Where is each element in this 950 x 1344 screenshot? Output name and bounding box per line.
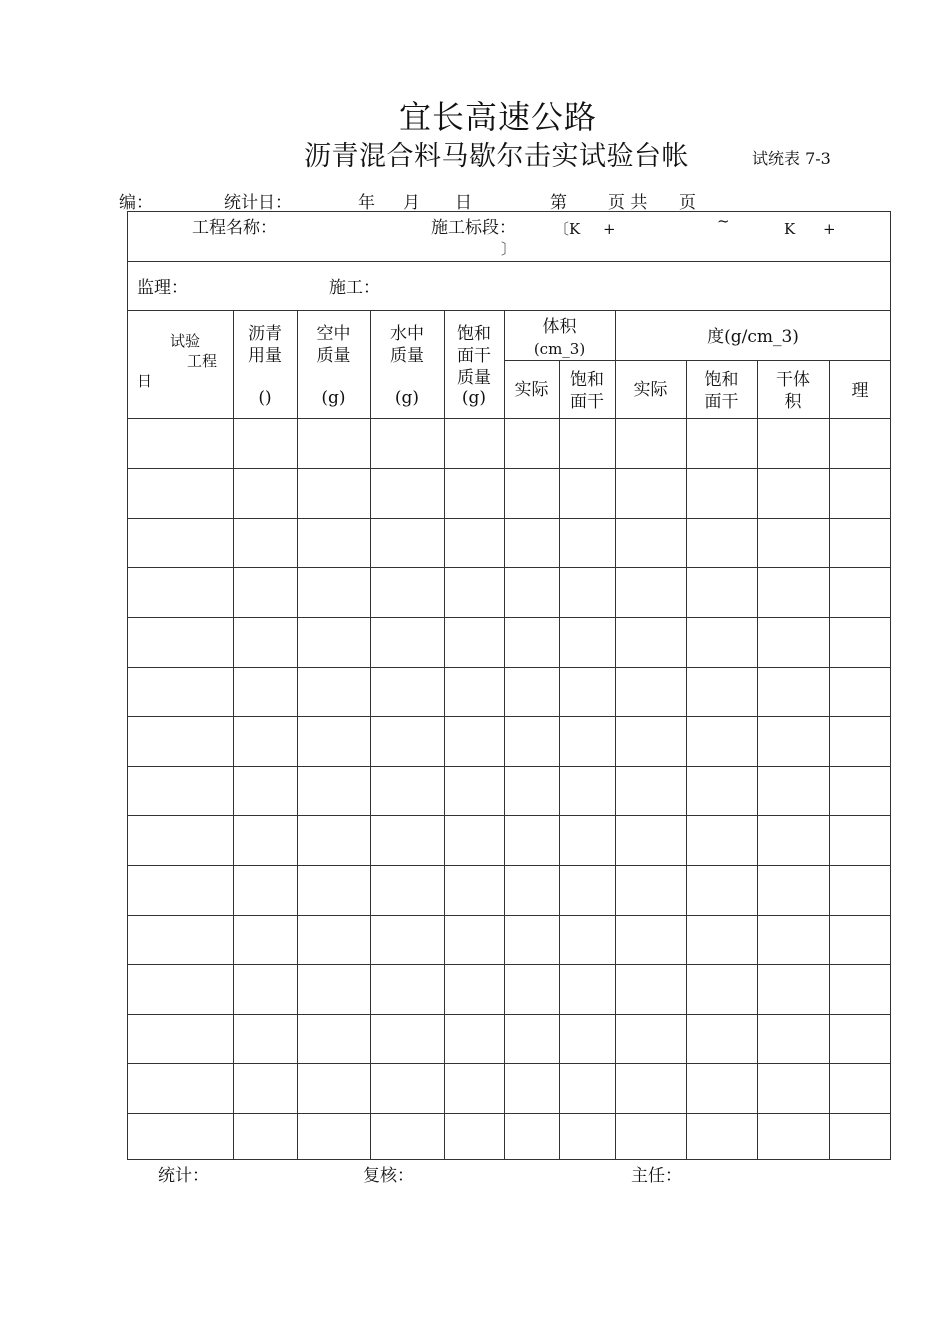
divider (504, 360, 890, 361)
header-volume-ssd: 面干 (570, 392, 604, 412)
document-subtitle: 沥青混合料马歇尔击实试验台帐 (304, 141, 689, 172)
row-divider (128, 617, 890, 618)
director-signature-label: 主任： (631, 1166, 682, 1186)
header-density-actual: 实际 (633, 380, 668, 400)
header-ssd-mass: 面干 (457, 346, 491, 366)
divider (128, 418, 890, 419)
header-water-mass: 水中 (390, 324, 424, 344)
col-divider (757, 360, 758, 1159)
supervision-label: 监理： (137, 278, 188, 298)
plus-sign: + (603, 220, 616, 238)
page-label: 页 (679, 193, 696, 213)
header-water-mass-unit: (g) (394, 388, 420, 408)
header-ssd-mass: 质量 (457, 368, 491, 388)
tilde: ~ (717, 212, 730, 230)
day-label: 日 (455, 193, 472, 213)
month-label: 月 (403, 193, 420, 213)
header-density: 度(g/cm_3) (707, 327, 799, 347)
row-divider (128, 815, 890, 816)
row-divider (128, 567, 890, 568)
col-divider (829, 360, 830, 1159)
row-divider (128, 766, 890, 767)
col-divider (615, 310, 616, 1159)
document-title: 宜长高速公路 (398, 98, 597, 136)
plus-sign: + (823, 220, 836, 238)
header-project: 工程 (187, 352, 218, 370)
record-table (127, 211, 891, 1160)
header-density-theory: 理 (851, 381, 869, 401)
header-density-ssd: 饱和 (704, 370, 739, 390)
bracket-close: 〕 (501, 240, 517, 258)
col-divider (297, 310, 298, 1159)
header-volume-actual: 实际 (514, 380, 549, 400)
page-total-label: 页 共 (608, 193, 648, 213)
row-divider (128, 1063, 890, 1064)
header-water-mass: 质量 (390, 346, 424, 366)
row-divider (128, 1113, 890, 1114)
header-test: 试验 (170, 332, 201, 350)
header-volume-unit: (cm_3) (533, 340, 586, 358)
col-divider (686, 360, 687, 1159)
header-volume: 体积 (542, 317, 577, 337)
row-divider (128, 865, 890, 866)
divider (128, 261, 890, 262)
form-number: 试统表 7-3 (752, 149, 831, 168)
header-ssd-mass: 饱和 (457, 324, 491, 344)
header-volume-ssd: 饱和 (570, 370, 604, 390)
header-air-mass: 空中 (316, 324, 351, 344)
stats-signature-label: 统计： (158, 1166, 209, 1186)
header-density-dry: 积 (784, 392, 802, 412)
col-divider (444, 310, 445, 1159)
header-density-ssd: 面干 (704, 392, 739, 412)
header-asphalt: 用量 (248, 346, 282, 366)
col-divider (233, 310, 234, 1159)
compiler-label: 编： (119, 193, 153, 213)
year-label: 年 (358, 193, 375, 213)
divider (128, 310, 890, 311)
review-signature-label: 复核： (363, 1166, 414, 1186)
header-asphalt: 沥青 (248, 324, 282, 344)
header-air-mass: 质量 (316, 346, 351, 366)
k-end: K (784, 220, 796, 238)
header-date: 日 (137, 372, 153, 390)
stat-date-label: 统计日： (224, 193, 292, 213)
section-label: 施工标段： (431, 218, 516, 238)
row-divider (128, 468, 890, 469)
row-divider (128, 964, 890, 965)
row-divider (128, 915, 890, 916)
row-divider (128, 667, 890, 668)
project-name-label: 工程名称： (192, 218, 277, 238)
header-ssd-mass-unit: (g) (461, 388, 487, 408)
col-divider (370, 310, 371, 1159)
row-divider (128, 716, 890, 717)
header-air-mass-unit: (g) (321, 388, 346, 408)
k-start: 〔K (554, 220, 581, 238)
page-no-label: 第 (550, 193, 567, 213)
row-divider (128, 518, 890, 519)
row-divider (128, 1014, 890, 1015)
col-divider (504, 310, 505, 1159)
construction-label: 施工： (329, 278, 380, 298)
header-density-dry: 干体 (776, 370, 810, 390)
header-asphalt-unit: () (258, 388, 272, 408)
col-divider (559, 360, 560, 1159)
